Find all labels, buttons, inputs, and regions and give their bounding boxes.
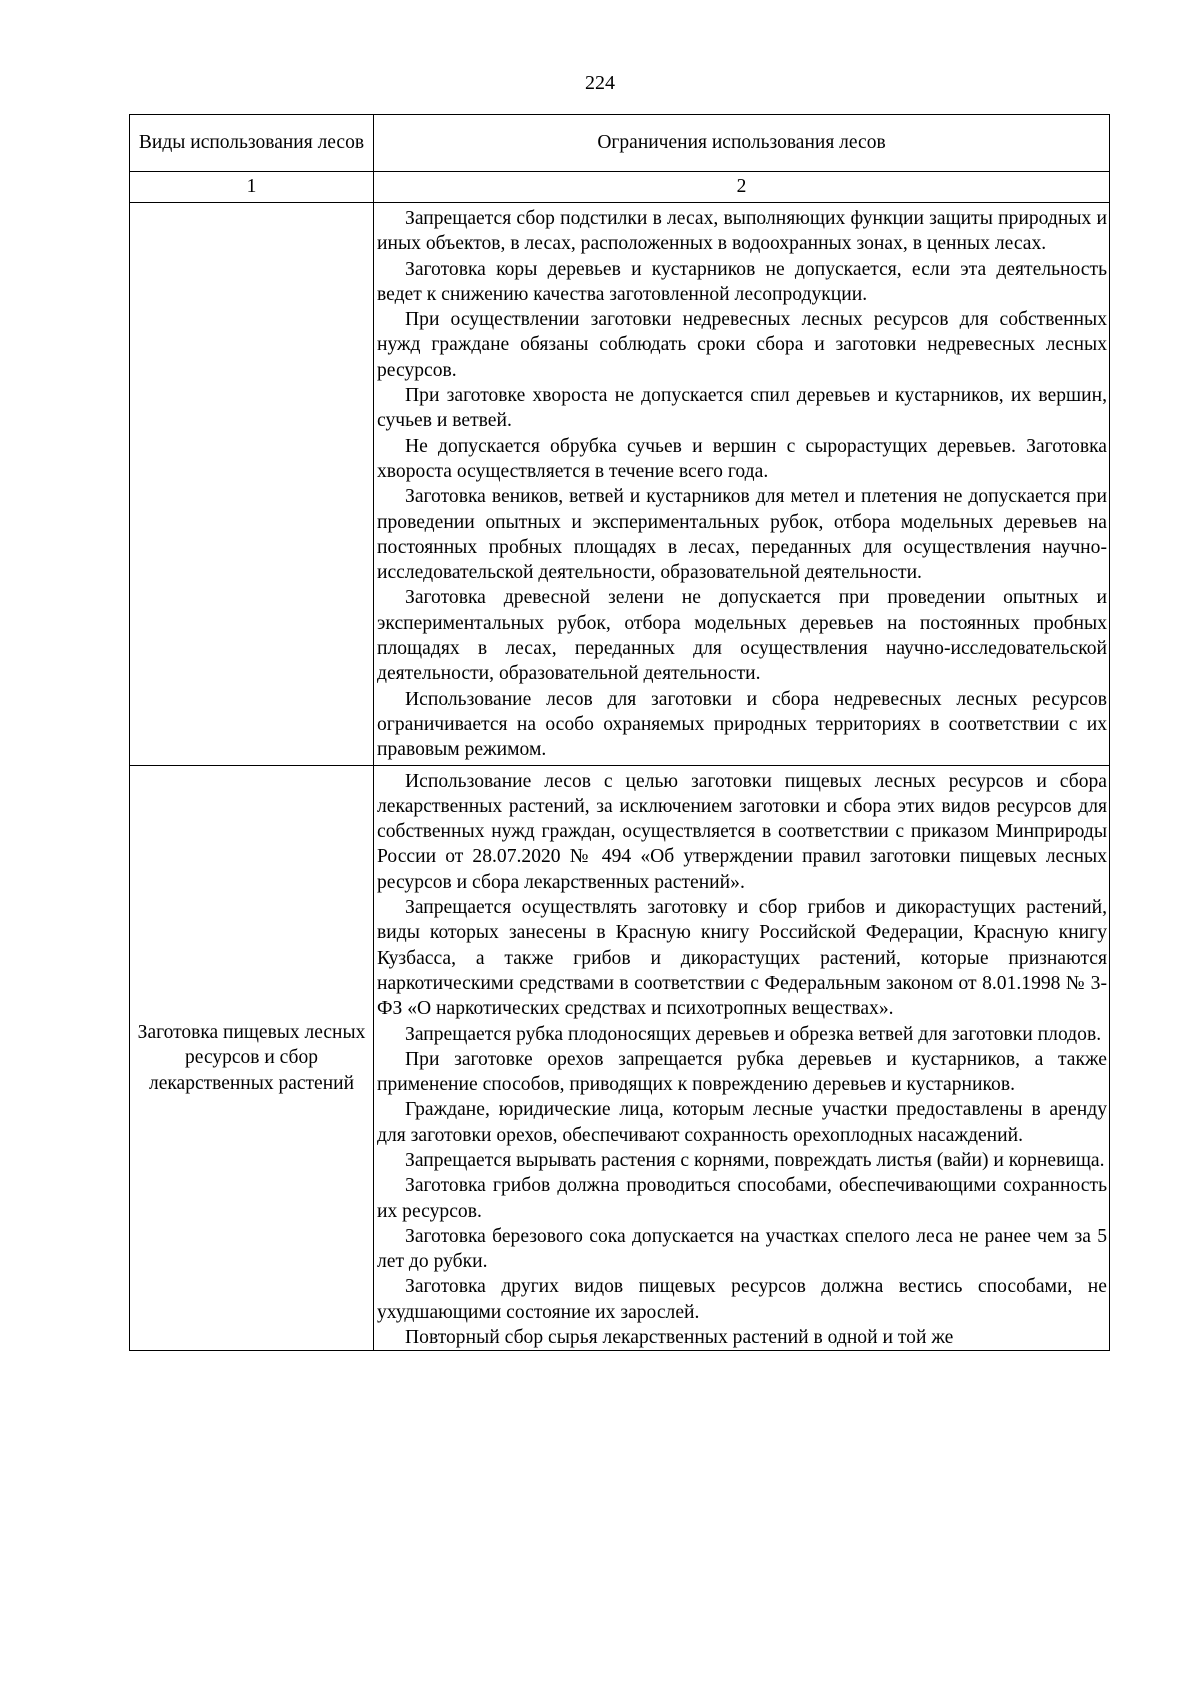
row-restrictions [374, 765, 1110, 1351]
forest-use-restrictions-table [129, 114, 1110, 1351]
restriction-paragraph: Использование лесов с целью заготовки пищевых лесных ресурсов и сбора лекарственных растений, за исключением заготовки и сбора этих видов ресурсов для собственных нужд граждан, осуществляется в соответствии с приказом Минприроды России от 28.07.2020 № 494 «Об утверждении правил заготовки пищевых лесных ресурсов и сбора лекарственных растений». [377, 770, 1107, 893]
table-row [130, 203, 1110, 766]
restriction-paragraph: При заготовке хвороста не допускается спил деревьев и кустарников, их вершин, сучьев и ветвей. [377, 385, 1107, 432]
restriction-paragraph: Заготовка других видов пищевых ресурсов должна вестись способами, не ухудшающими состояние их зарослей. [377, 1276, 1107, 1323]
restriction-paragraph: Заготовка коры деревьев и кустарников не допускается, если эта деятельность ведет к снижению качества заготовленной лесопродукции. [377, 258, 1107, 305]
column-number-1: 1 [130, 172, 374, 203]
restriction-paragraph: Запрещается рубка плодоносящих деревьев и обрезка ветвей для заготовки плодов. [405, 1023, 1102, 1045]
restriction-paragraph: Граждане, юридические лица, которым лесные участки предоставлены в аренду для заготовки орехов, обеспечивают сохранность орехоплодных насаждений. [377, 1099, 1107, 1146]
restriction-paragraph: Не допускается обрубка сучьев и вершин с сырорастущих деревьев. Заготовка хвороста осуществляется в течение всего года. [377, 435, 1107, 482]
page-number: 224 [585, 72, 615, 94]
restriction-paragraph: Запрещается осуществлять заготовку и сбор грибов и дикорастущих растений, виды которых занесены в Красную книгу Российской Федерации, Красную книгу Кузбасса, а также грибов и дикорастущих растений, которые признаются наркотическими средствами в соответствии с Федеральным законом от 8.01.1998 № 3-ФЗ «О наркотических средствах и психотропных веществах». [377, 897, 1107, 1020]
header-forest-use-restrictions: Ограничения использования лесов [374, 115, 1110, 172]
restriction-paragraph: Повторный сбор сырья лекарственных растений в одной и той же [405, 1327, 954, 1349]
table-row [130, 765, 1110, 1351]
restriction-paragraph: Запрещается сбор подстилки в лесах, выполняющих функции защиты природных и иных объектов, в лесах, расположенных в водоохранных зонах, в ценных лесах. [377, 208, 1107, 255]
restriction-paragraph: Заготовка веников, ветвей и кустарников для метел и плетения не допускается при проведении опытных и экспериментальных рубок, отбора модельных деревьев на постоянных пробных площадях в лесах, переданных для осуществления научно-исследовательской деятельности, образовательной деятельности. [377, 486, 1107, 584]
restriction-paragraph: При осуществлении заготовки недревесных лесных ресурсов для собственных нужд граждане обязаны соблюдать сроки сбора и заготовки недревесных лесных ресурсов. [377, 309, 1107, 381]
restriction-paragraph: Запрещается вырывать растения с корнями, повреждать листья (вайи) и корневища. [405, 1149, 1105, 1171]
table-header-row [130, 115, 1110, 172]
restriction-paragraph: Заготовка березового сока допускается на участках спелого леса не ранее чем за 5 лет до рубки. [377, 1225, 1107, 1273]
row-use-type [130, 203, 374, 766]
restriction-paragraph: При заготовке орехов запрещается рубка деревьев и кустарников, а также применение способов, приводящих к повреждению деревьев и кустарников. [377, 1048, 1107, 1096]
restriction-paragraph: Заготовка древесной зелени не допускается при проведении опытных и экспериментальных рубок, отбора модельных деревьев на постоянных пробных площадях в лесах, переданных для осуществления научно-исследовательской деятельности, образовательной деятельности. [377, 587, 1107, 685]
header-forest-use-types: Виды использования лесов [130, 115, 374, 172]
restriction-paragraph: Заготовка грибов должна проводиться способами, обеспечивающими сохранность их ресурсов. [377, 1175, 1107, 1222]
column-number-2: 2 [374, 172, 1110, 203]
row-restrictions [374, 203, 1110, 766]
row-use-type: Заготовка пищевых лесных ресурсов и сбор лекарственных растений [130, 765, 374, 1351]
table-column-numbers-row [130, 172, 1110, 203]
restriction-paragraph: Использование лесов для заготовки и сбора недревесных лесных ресурсов ограничивается на особо охраняемых природных территориях в соответствии с их правовым режимом. [377, 688, 1107, 761]
